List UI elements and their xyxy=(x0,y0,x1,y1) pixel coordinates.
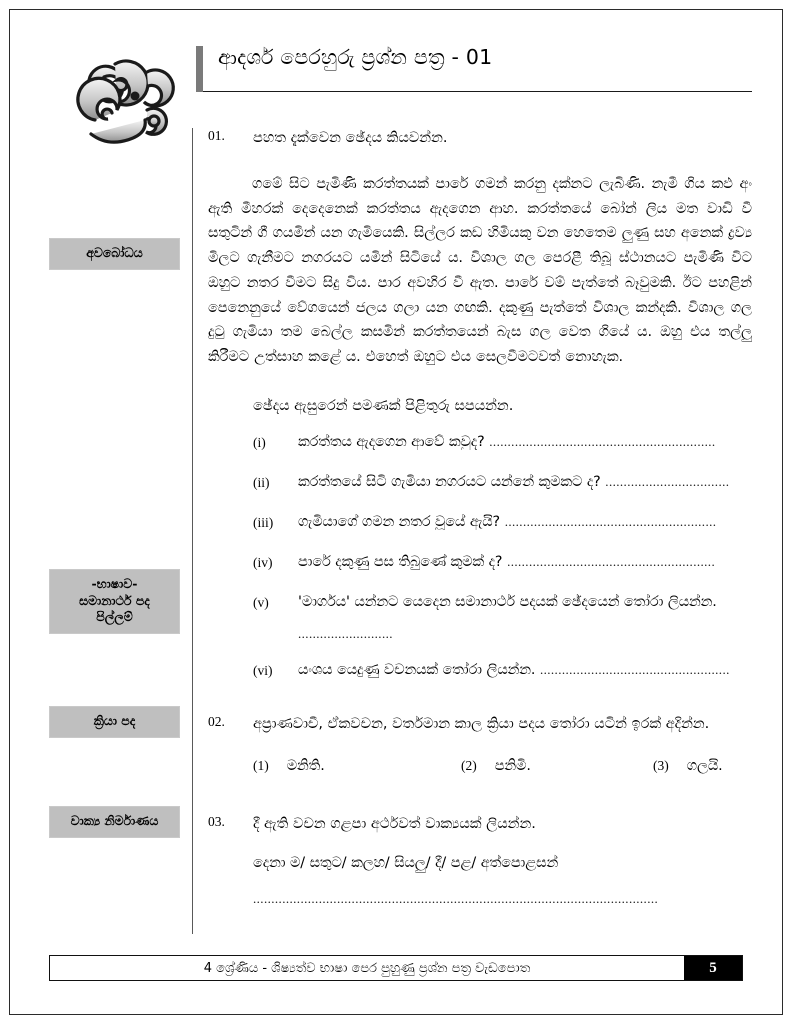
sidebar-tag-language-line-3: පිල්ලම් xyxy=(96,609,133,624)
question-3-answer-line[interactable]: ............................................................................................................... xyxy=(253,891,659,907)
option-3[interactable] xyxy=(653,758,723,774)
page-header xyxy=(196,44,752,98)
option-2-label: පනිමි. xyxy=(494,757,531,774)
reading-passage: ගමේ සිට පැමිණි කරත්තයක් පාරේ ගමන් කරනු දක්නට ලැබිණි. නැමී ගිය කඵ අං ඇති මීහරක් දෙදෙනෙක් කරත්තය ඇදගෙන ආහ. කරත්තයේ බෝන් ලිය මත වාඩි වී සතුටින් ගී ගයමින් යන ගැමියෙකි. සිල්ලර කඩ හිමියකු වන හෙතෙම ලුණු සහ අනෙක් ද්‍රව්‍ය මිලට ගැනීමට නගරයට යමින් සිටියේ ය. විශාල ගල පෙරළී තිබූ ස්ථානයට පැමිණි විට ඔහුට නතර වීමට සිදු විය. පාර අවහිර වී ඇත. පාරේ වම් පැත්තේ බෑවුමකි. ඊට පහළින් පෙනෙනුයේ වේගයෙන් ජලය ගලා යන ගඟකි. දකුණු පැත්තේ විශාල කන්දකි. විශාල ගල දුටු ගැමියා තම බෙල්ල කසමින් කරත්තයෙන් බැස ගල වෙත ගියේ ය. ඔහු එය තල්ලු කිරීමට උත්සාහ කළේ ය. එහෙත් ඔහුට එය සෙලවීමටවත් නොහැක. xyxy=(208,175,752,366)
question-2 xyxy=(208,714,752,736)
sidebar-tag-verbs-line-1: ක්‍රියා පද xyxy=(93,713,136,728)
subquestion-ii-marker: (ii) xyxy=(253,474,270,490)
question-1-prompt: පහත දැක්වෙන ඡේදය කියවන්න. xyxy=(253,130,448,146)
sidebar-tag-language-line-2: සමානාර්ථ පද xyxy=(79,592,150,608)
subquestion-iii-text: ගැමියාගේ ගමන නතර වූයේ ඇයි? xyxy=(298,513,501,530)
subquestion-iii-marker: (iii) xyxy=(253,514,274,530)
subquestion-ii-text: කරත්තයේ සිටි ගැමියා නගරයට යන්නේ කුමකට ද? xyxy=(298,473,601,490)
option-2-number: (2) xyxy=(461,757,477,773)
option-1-number: (1) xyxy=(253,757,269,773)
option-3-number: (3) xyxy=(653,757,669,773)
subquestion-v-answer-line[interactable]: .......................... xyxy=(298,625,393,641)
subquestion-iii-answer-line[interactable]: .......................................................... xyxy=(504,513,717,529)
question-3-word-bank: දෙනා ම/ සතුට/ කලහ/ සියලු/ දී/ පළ/ අත්පොළසන් xyxy=(253,855,559,872)
sidebar-tag-comprehension xyxy=(49,238,180,270)
question-content xyxy=(208,128,752,907)
subquestion-v-marker: (v) xyxy=(253,594,269,610)
header-accent-bar xyxy=(196,46,203,92)
subquestion-v xyxy=(253,594,752,642)
subquestion-iv-answer-line[interactable]: ......................................................... xyxy=(507,553,716,569)
option-1-label: මනිති. xyxy=(286,757,325,774)
subquestion-vi-answer-line[interactable]: .................................................... xyxy=(539,661,730,677)
header-rule xyxy=(203,91,752,92)
subquestion-iv-text: පාරේ දකුණු පස තිබුණේ කුමක් ද? xyxy=(298,553,503,570)
sidebar-tag-sentence-construction-line-1: වාක්‍ය නිර්මාණය xyxy=(70,813,159,828)
question-1 xyxy=(208,128,752,150)
subquestion-ii-answer-line[interactable]: .................................. xyxy=(605,473,730,489)
question-2-number: 02. xyxy=(208,713,225,729)
option-3-label: ගලයි. xyxy=(686,757,723,774)
logo-mark xyxy=(55,34,183,156)
subquestion-i xyxy=(253,434,752,454)
question-2-prompt: අප්‍රාණවාචී, ඒකවචන, වර්තමාන කාල ක්‍රියා පදය තෝරා යටින් ඉරක් අදින්න. xyxy=(253,715,710,732)
page-footer xyxy=(49,955,743,981)
subquestion-vi-text: යංශය යෙදුණු වචනයක් තෝරා ලියන්න. xyxy=(298,661,536,678)
question-3 xyxy=(208,814,752,836)
footer-title: 4 ශ්‍රේණිය - ශිෂ්‍යත්ව භාෂා පෙර පුහුණු ප්‍රශ්න පත්‍ර වැඩපොත xyxy=(50,956,684,980)
question-3-number: 03. xyxy=(208,813,225,829)
page-title: ආදර්ශ පෙරහුරු ප්‍රශ්න පත්‍ර - 01 xyxy=(218,45,493,69)
answer-instruction: ඡේදය ඇසුරෙන් පමණක් පිළිතුරු සපයන්න. xyxy=(253,397,514,414)
subquestion-i-answer-line[interactable]: .............................................................. xyxy=(489,433,716,449)
question-2-options xyxy=(253,758,752,780)
subquestion-i-marker: (i) xyxy=(253,434,266,450)
subquestion-vi xyxy=(253,662,752,682)
sidebar-tag-language-line-1: -භාෂාව- xyxy=(91,576,138,591)
question-3-prompt: දී ඇති වචන ගළපා අර්ථවත් වාක්‍යයක් ලියන්න. xyxy=(253,815,536,832)
sidebar-tag-sentence-construction xyxy=(49,806,180,838)
sidebar-tag-language xyxy=(49,569,180,634)
option-1[interactable] xyxy=(253,758,325,774)
subquestion-v-text: 'මාර්ගය' යන්නට යෙදෙන සමානාර්ථ පදයක් ඡේදයෙන් තෝරා ලියන්න. xyxy=(298,593,717,610)
option-2[interactable] xyxy=(461,758,531,774)
sidebar-divider xyxy=(192,128,193,934)
subquestion-ii xyxy=(253,474,752,494)
subquestion-iv-marker: (iv) xyxy=(253,554,273,570)
sidebar-tag-comprehension-line-1: අවබෝධය xyxy=(86,245,143,260)
subquestion-iv xyxy=(253,554,752,574)
subquestion-iii xyxy=(253,514,752,534)
question-1-number: 01. xyxy=(208,128,225,143)
sidebar-tag-verbs xyxy=(49,706,180,738)
subquestion-vi-marker: (vi) xyxy=(253,662,273,678)
subquestion-i-text: කරත්තය ඇදගෙන ආවේ කවුද? xyxy=(298,433,485,450)
page-number-badge: 5 xyxy=(684,956,742,980)
